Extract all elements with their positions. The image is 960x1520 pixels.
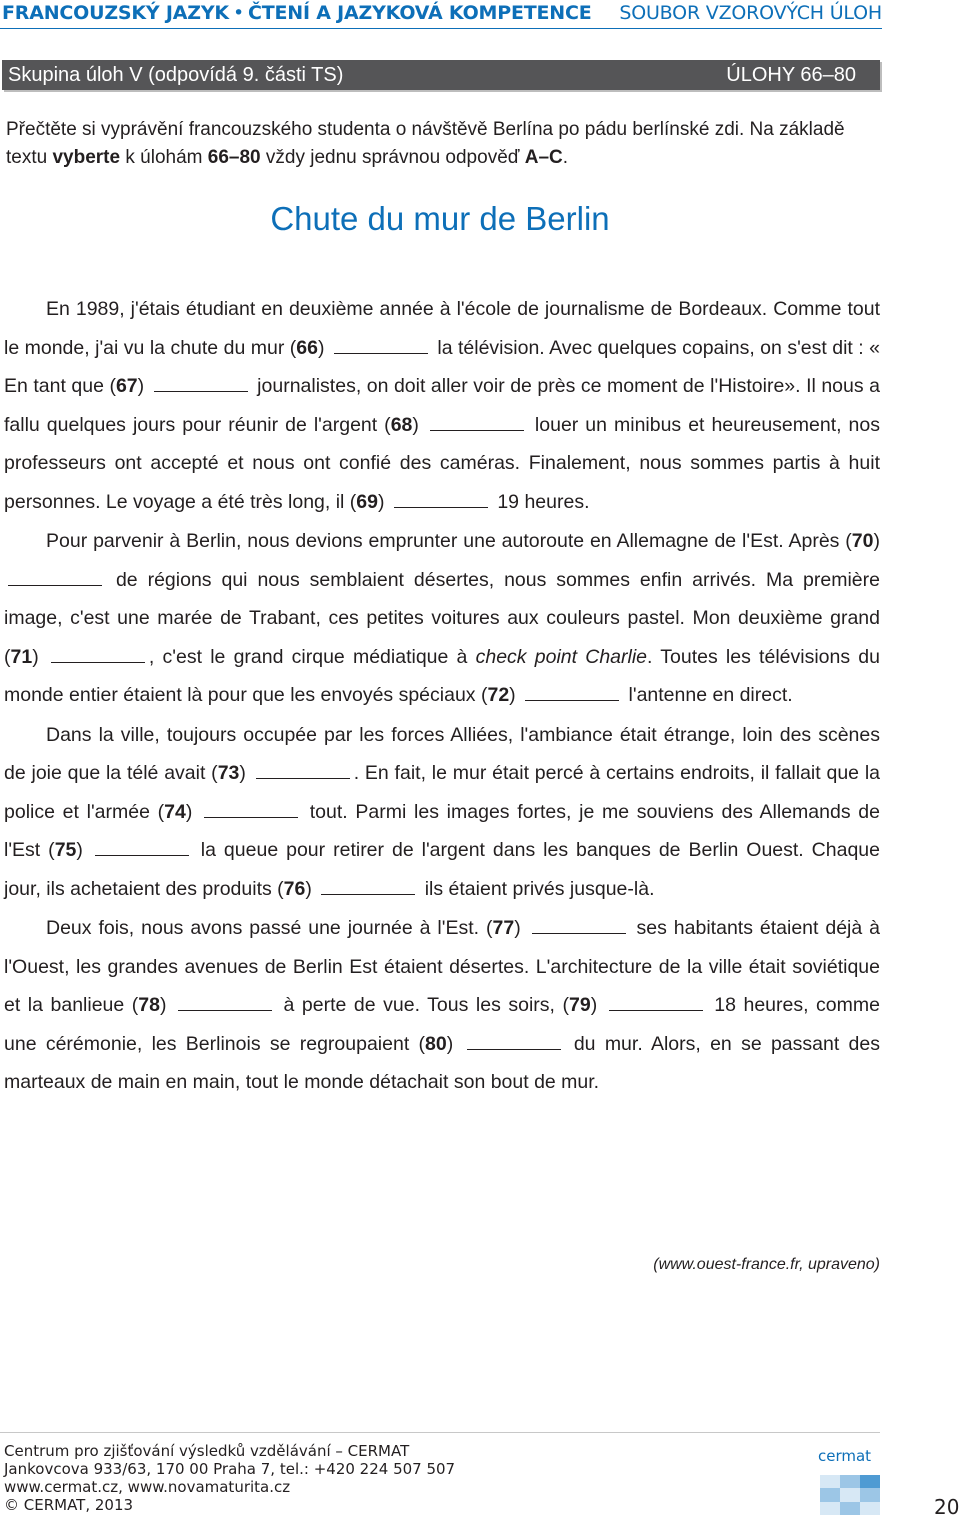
page-footer [4, 1442, 455, 1514]
text-run: ) [32, 645, 47, 668]
section-bar [2, 60, 880, 90]
footer-divider [0, 1432, 880, 1433]
text-run: ) [76, 839, 91, 861]
task-number-79: 79 [568, 994, 591, 1016]
text-run: la télévision. Avec quelques copains, on s'est dit : « En tant que ( [4, 336, 880, 397]
text-run: ) [873, 530, 880, 552]
text-run: Dans la ville, toujours occupée par les forces Alliées, l'ambiance était étrange, loin des scènes de joie que la télé avait ( [4, 723, 880, 784]
gap-blank-72 [525, 686, 619, 701]
task-number-69: 69 [356, 490, 378, 513]
task-number-67: 67 [115, 375, 138, 397]
header-separator: • [232, 2, 244, 24]
italic-phrase: check point Charlie [475, 645, 648, 668]
text-run: ) [305, 877, 318, 900]
instruction-options: A–C [524, 147, 563, 168]
article-title: Chute du mur de Berlin [270, 200, 610, 237]
cermat-logo-text: cermat [818, 1447, 872, 1465]
task-number-71: 71 [10, 645, 33, 668]
gap-blank-80 [467, 1035, 561, 1050]
source-citation: (www.ouest-france.fr, upraveno) [653, 1256, 880, 1273]
gap-blank-79 [609, 996, 703, 1011]
instruction-task-range: 66–80 [207, 147, 261, 168]
task-number-66: 66 [296, 336, 318, 359]
paragraph-4 [4, 909, 880, 1102]
section-tasks-label: ÚLOHY 66–80 [726, 63, 856, 86]
text-run: En 1989, j'étais étudiant en deuxième année à l'école de journalisme de Bordeaux. Comme tout le monde, j'ai vu la chute du mur ( [4, 298, 880, 359]
text-run: ) [159, 994, 175, 1016]
gap-blank-67 [154, 377, 248, 392]
task-number-75: 75 [54, 839, 77, 861]
paragraph-2 [4, 522, 880, 715]
page-header [0, 0, 882, 29]
instructions [6, 116, 882, 172]
section-group-label: Skupina úloh V (odpovídá 9. části TS) [8, 63, 344, 86]
text-run: Pour parvenir à Berlin, nous devions emprunter une autoroute en Allemagne de l'Est. Après ( [46, 530, 852, 552]
gap-blank-76 [321, 880, 415, 895]
task-number-68: 68 [390, 413, 413, 436]
gap-blank-69 [394, 493, 488, 508]
text-run: 18 heures, comme une cérémonie, les Berlinois se regroupaient ( [4, 994, 880, 1055]
text-run: l'antenne en direct. [623, 684, 793, 706]
text-run: ) [378, 490, 390, 513]
text-run: de régions qui nous semblaient désertes, nous sommes enfin arrivés. Ma première image, c'est une marée de Trabant, ces petites voitures aux couleurs pastel. Mon deuxième grand ( [4, 568, 880, 668]
text-run: ses habitants étaient déjà à l'Ouest, les grandes avenues de Berlin Est étaient désertes. L'architecture de la ville était soviétique et la banlieue ( [4, 917, 880, 1016]
task-number-78: 78 [138, 994, 160, 1016]
task-number-72: 72 [487, 684, 510, 706]
text-run: . En fait, le mur était percé à certains endroits, il fallait que la police et l'armée ( [4, 762, 880, 823]
text-run: louer un minibus et heureusement, nos professeurs ont accepté et nous ont confié des caméras. Finalement, nous sommes partis à huit personnes. Le voyage a été très long, il ( [4, 413, 880, 513]
text-run: journalistes, on doit aller voir de près ce moment de l'Histoire». Il nous a fallu quelques jours pour réunir de l'argent ( [4, 375, 880, 436]
instruction-text: . [562, 147, 569, 168]
text-run: . Toutes les télévisions du monde entier étaient là pour que les envoyés spéciaux ( [4, 645, 880, 706]
footer-address: Jankovcova 933/63, 170 00 Praha 7, tel.: +420 224 507 507 [4, 1460, 456, 1478]
text-run: ils étaient privés jusque-là. [419, 877, 655, 900]
text-run: ) [317, 336, 330, 359]
text-run: ) [412, 413, 426, 436]
article-body [4, 290, 880, 1102]
text-run: ) [509, 684, 522, 706]
paragraph-1 [4, 290, 880, 521]
gap-blank-71 [51, 648, 145, 663]
instruction-text: k úlohám [120, 147, 208, 168]
page-number: 20 [934, 1495, 960, 1519]
task-number-73: 73 [217, 762, 240, 784]
gap-blank-74 [204, 803, 298, 818]
gap-blank-75 [95, 841, 189, 856]
gap-blank-68 [430, 416, 524, 431]
text-run: ) [514, 917, 528, 939]
text-run: 19 heures. [491, 490, 590, 513]
text-run: tout. Parmi les images fortes, je me souviens des Allemands de l'Est ( [4, 800, 880, 861]
text-run: à perte de vue. Tous les soirs, ( [276, 994, 569, 1016]
gap-blank-66 [334, 339, 428, 354]
text-run: la queue pour retirer de l'argent dans les banques de Berlin Ouest. Chaque jour, ils achetaient des produits ( [4, 839, 880, 900]
instruction-emphasis: vyberte [52, 147, 121, 168]
gap-blank-77 [532, 919, 626, 934]
footer-websites: www.cermat.cz, www.novamaturita.cz [4, 1478, 291, 1496]
cermat-logo-icon [820, 1475, 880, 1515]
footer-org-name: Centrum pro zjišťování výsledků vzdělávání – CERMAT [4, 1442, 410, 1460]
text-run: ) [137, 375, 150, 397]
task-number-77: 77 [492, 917, 515, 939]
task-number-74: 74 [164, 800, 186, 823]
header-subject-area: ČTENÍ A JAZYKOVÁ KOMPETENCE [247, 2, 592, 24]
text-run: , c'est le grand cirque médiatique à [148, 645, 476, 668]
text-run: du mur. Alors, en se passant des marteaux de main en main, tout le monde détachait son bout de mur. [4, 1032, 880, 1093]
header-collection: SOUBOR VZOROVÝCH ÚLOH [619, 2, 882, 24]
instruction-text: vždy jednu správnou odpověď [260, 147, 525, 168]
instruction-text: Přečtěte si vyprávění francouzského studenta o návštěvě Berlína po pádu berlínské zdi. Na základě textu [6, 119, 845, 168]
task-number-76: 76 [283, 877, 306, 900]
gap-blank-78 [178, 996, 272, 1011]
task-number-80: 80 [425, 1032, 447, 1055]
footer-copyright: © CERMAT, 2013 [4, 1496, 134, 1514]
header-subject-name: FRANCOUZSKÝ JAZYK [2, 2, 229, 24]
text-run: ) [185, 800, 201, 823]
text-run: Deux fois, nous avons passé une journée à l'Est. ( [46, 917, 493, 939]
text-run: ) [590, 994, 605, 1016]
gap-blank-70 [8, 571, 102, 586]
paragraph-3 [4, 716, 880, 909]
text-run: ) [446, 1032, 463, 1055]
gap-blank-73 [256, 764, 350, 779]
text-run: ) [239, 762, 252, 784]
task-number-70: 70 [851, 530, 874, 552]
header-subject [2, 2, 592, 24]
